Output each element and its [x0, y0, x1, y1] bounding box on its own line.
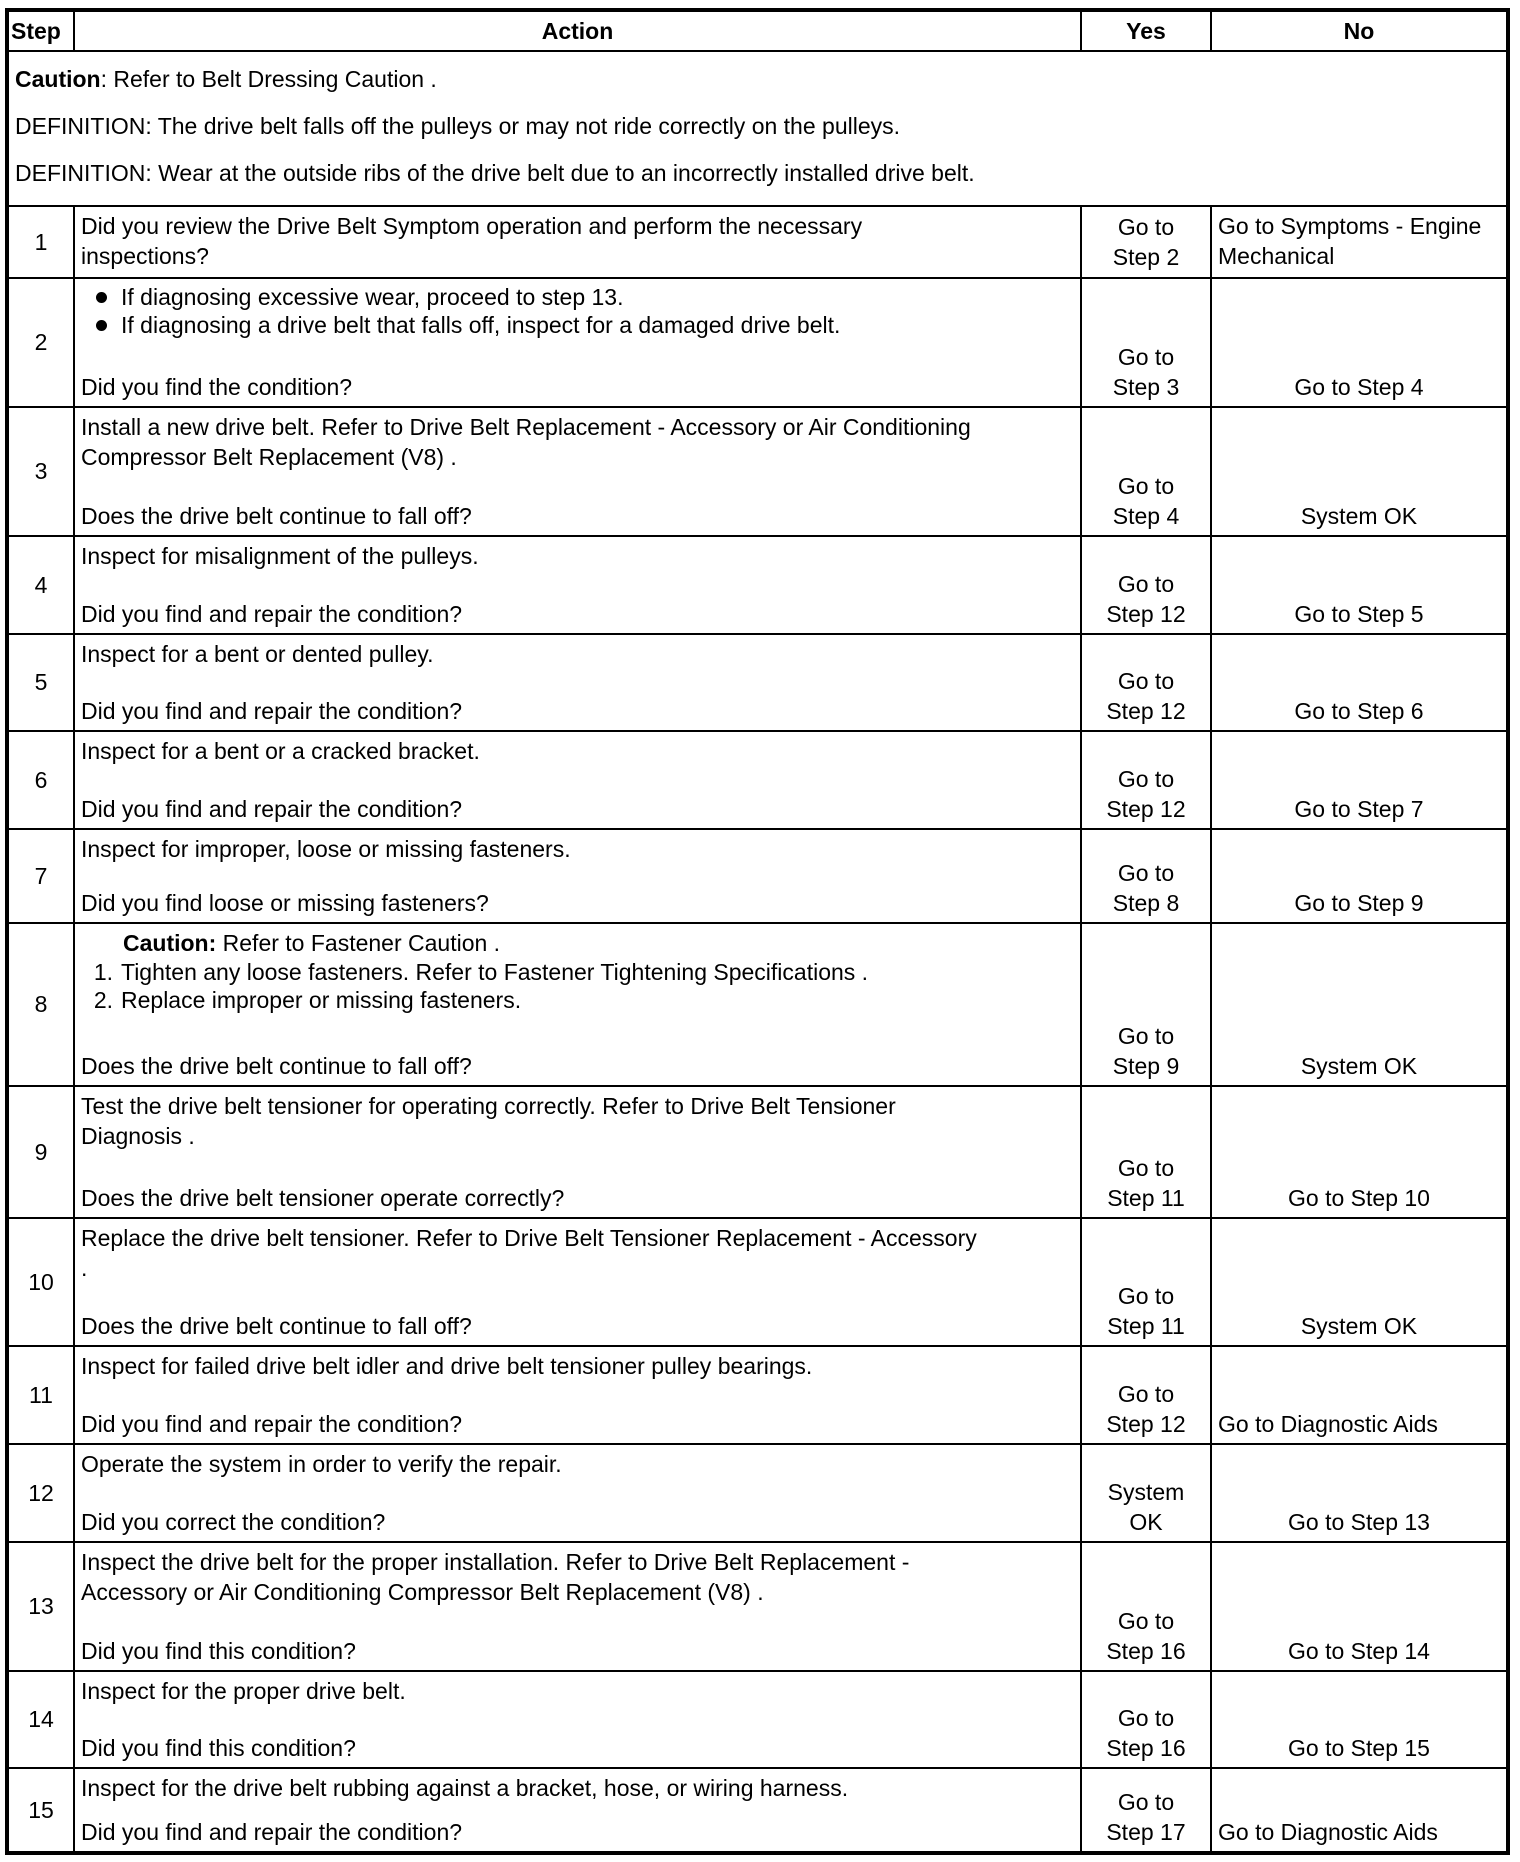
no-line: Go to Step 14 — [1288, 1638, 1430, 1664]
caution-label: Caution: — [123, 930, 217, 956]
action-line: Inspect for a bent or dented pulley. — [81, 641, 434, 667]
table-row-step-10 — [9, 1219, 1506, 1347]
no-cell — [1212, 1347, 1506, 1443]
yes-line: Go to — [1117, 214, 1175, 240]
item-number: 1. — [93, 959, 113, 985]
action-line: Inspect for the proper drive belt. — [81, 1678, 406, 1704]
yes-line: Go to — [1117, 344, 1175, 370]
action-line: Compressor Belt Replacement (V8) . — [81, 444, 457, 470]
yes-line: OK — [1129, 1509, 1163, 1535]
table-row-step-7 — [9, 830, 1506, 924]
question-text: Did you find and repair the condition? — [81, 796, 463, 822]
yes-cell — [1082, 830, 1212, 922]
yes-line: Step 3 — [1112, 374, 1180, 400]
action-line: Inspect for improper, loose or missing fasteners. — [81, 836, 571, 862]
no-cell — [1212, 1219, 1506, 1345]
action-cell — [75, 537, 1082, 633]
no-cell — [1212, 1769, 1506, 1851]
yes-line: Go to — [1117, 1155, 1175, 1181]
step-number: 3 — [9, 408, 75, 535]
yes-cell — [1082, 1672, 1212, 1767]
yes-line: Step 12 — [1106, 698, 1186, 724]
step-number: 12 — [9, 1445, 75, 1541]
step-number: 13 — [9, 1543, 75, 1670]
no-line: Go to Step 6 — [1294, 698, 1424, 724]
bullet-icon — [81, 311, 121, 339]
question-text: Did you find the condition? — [81, 374, 353, 400]
action-cell — [75, 279, 1082, 406]
step-number: 7 — [9, 830, 75, 922]
question-text: Did you find and repair the condition? — [81, 601, 463, 627]
yes-line: Go to — [1117, 860, 1175, 886]
item-number: 2. — [93, 987, 113, 1013]
header-action: Action — [75, 12, 1082, 50]
question-text: Does the drive belt continue to fall off? — [81, 1313, 472, 1339]
no-cell — [1212, 408, 1506, 535]
yes-line: Step 12 — [1106, 601, 1186, 627]
action-cell — [75, 732, 1082, 828]
action-line: Install a new drive belt. Refer to Drive Belt Replacement - Accessory or Air Conditioning — [81, 414, 971, 440]
table-row-step-1 — [9, 207, 1506, 279]
no-line: System OK — [1300, 1313, 1418, 1339]
action-cell — [75, 1087, 1082, 1217]
action-cell — [75, 1445, 1082, 1541]
table-header — [9, 12, 1506, 52]
action-line: Diagnosis . — [81, 1123, 195, 1149]
step-number: 6 — [9, 732, 75, 828]
yes-cell — [1082, 1445, 1212, 1541]
yes-cell — [1082, 1219, 1212, 1345]
yes-line: Go to — [1117, 1023, 1175, 1049]
numbered-item — [81, 958, 1074, 986]
no-line: Go to Step 5 — [1294, 601, 1424, 627]
bullet-item — [81, 283, 1074, 311]
action-line: Inspect for the drive belt rubbing against a bracket, hose, or wiring harness. — [81, 1775, 849, 1801]
no-cell — [1212, 732, 1506, 828]
yes-cell — [1082, 635, 1212, 730]
action-cell — [75, 408, 1082, 535]
yes-line: Go to — [1117, 1705, 1175, 1731]
no-cell — [1212, 1543, 1506, 1670]
caution-text: : Refer to Belt Dressing Caution . — [100, 66, 437, 92]
question-text: Does the drive belt continue to fall off? — [81, 1053, 472, 1079]
action-cell — [75, 830, 1082, 922]
action-line: Replace the drive belt tensioner. Refer to Drive Belt Tensioner Replacement - Accessory — [81, 1225, 977, 1251]
question-text: Does the drive belt tensioner operate correctly? — [81, 1185, 565, 1211]
action-line: Inspect for failed drive belt idler and drive belt tensioner pulley bearings. — [81, 1353, 813, 1379]
action-line: Inspect for misalignment of the pulleys. — [81, 543, 479, 569]
step-number: 14 — [9, 1672, 75, 1767]
item-text: Tighten any loose fasteners. Refer to Fastener Tightening Specifications . — [121, 959, 869, 985]
caution-label: Caution — [15, 66, 101, 92]
table-row-step-13 — [9, 1543, 1506, 1672]
action-cell — [75, 1219, 1082, 1345]
table-row-step-3 — [9, 408, 1506, 537]
no-cell — [1212, 830, 1506, 922]
question-text: Did you find this condition? — [81, 1638, 356, 1664]
bullet-item — [81, 311, 1074, 339]
step-number: 10 — [9, 1219, 75, 1345]
caution-note — [81, 928, 1074, 958]
table-row-step-12 — [9, 1445, 1506, 1543]
step-number: 9 — [9, 1087, 75, 1217]
action-cell — [75, 1347, 1082, 1443]
action-cell — [75, 635, 1082, 730]
yes-line: Step 11 — [1107, 1185, 1185, 1211]
no-line: System OK — [1300, 1053, 1418, 1079]
table-row-step-15 — [9, 1769, 1506, 1851]
no-line: Go to Step 4 — [1294, 374, 1424, 400]
action-cell — [75, 1543, 1082, 1670]
yes-line: Go to — [1117, 668, 1175, 694]
table-row-step-6 — [9, 732, 1506, 830]
yes-line: Step 16 — [1106, 1735, 1186, 1761]
no-line: System OK — [1300, 503, 1418, 529]
yes-cell — [1082, 537, 1212, 633]
yes-line: Go to — [1117, 1608, 1175, 1634]
table-row-step-4 — [9, 537, 1506, 635]
yes-cell — [1082, 279, 1212, 406]
no-line: Go to Step 15 — [1288, 1735, 1430, 1761]
table-row-step-8 — [9, 924, 1506, 1087]
question-text: Did you find loose or missing fasteners? — [81, 890, 489, 916]
action-cell — [75, 924, 1082, 1085]
no-cell — [1212, 1445, 1506, 1541]
action-line: Inspect for a bent or a cracked bracket. — [81, 738, 480, 764]
yes-line: Go to — [1117, 1283, 1175, 1309]
step-number: 1 — [9, 207, 75, 277]
yes-cell — [1082, 207, 1212, 277]
action-cell — [75, 1769, 1082, 1851]
yes-cell — [1082, 732, 1212, 828]
step-number: 11 — [9, 1347, 75, 1443]
step-number: 2 — [9, 279, 75, 406]
header-no: No — [1343, 17, 1375, 44]
numbered-item — [81, 986, 1074, 1014]
definition-2: DEFINITION: Wear at the outside ribs of the drive belt due to an incorrectly installed drive belt. — [15, 160, 975, 186]
bullet-text: If diagnosing excessive wear, proceed to step 13. — [121, 284, 624, 310]
item-text: Replace improper or missing fasteners. — [121, 987, 522, 1013]
yes-cell — [1082, 1087, 1212, 1217]
bullet-text: If diagnosing a drive belt that falls off, inspect for a damaged drive belt. — [121, 312, 841, 338]
no-cell — [1212, 1672, 1506, 1767]
yes-line: Step 4 — [1112, 503, 1180, 529]
yes-line: Go to — [1117, 473, 1175, 499]
no-line: Go to Symptoms - Engine — [1218, 213, 1482, 239]
no-line: Go to Step 13 — [1288, 1509, 1430, 1535]
no-line: Go to Step 10 — [1288, 1185, 1430, 1211]
yes-line: Go to — [1117, 1789, 1175, 1815]
header-step: Step — [9, 12, 75, 50]
step-number: 4 — [9, 537, 75, 633]
no-line: Go to Step 9 — [1294, 890, 1424, 916]
step-number: 8 — [9, 924, 75, 1085]
question-text: Did you find and repair the condition? — [81, 1819, 463, 1845]
action-line: Did you review the Drive Belt Symptom operation and perform the necessary — [81, 213, 863, 239]
yes-line: Step 8 — [1112, 890, 1180, 916]
yes-cell — [1082, 1769, 1212, 1851]
action-line: inspections? — [81, 243, 209, 269]
question-text: Did you find and repair the condition? — [81, 698, 463, 724]
yes-line: Step 16 — [1106, 1638, 1186, 1664]
action-line: Inspect the drive belt for the proper installation. Refer to Drive Belt Replacement - — [81, 1549, 910, 1575]
yes-line: Step 12 — [1106, 796, 1186, 822]
table-row-step-2 — [9, 279, 1506, 408]
no-line: Go to Diagnostic Aids — [1218, 1819, 1438, 1845]
yes-line: System — [1107, 1479, 1185, 1505]
bullet-icon — [81, 283, 121, 311]
step-number: 15 — [9, 1769, 75, 1851]
action-line: Operate the system in order to verify the repair. — [81, 1451, 562, 1477]
no-line: Mechanical — [1218, 243, 1335, 269]
yes-line: Step 12 — [1106, 1411, 1186, 1437]
yes-cell — [1082, 1543, 1212, 1670]
table-row-step-11 — [9, 1347, 1506, 1445]
question-text: Does the drive belt continue to fall off? — [81, 503, 472, 529]
yes-cell — [1082, 408, 1212, 535]
yes-line: Go to — [1117, 571, 1175, 597]
yes-line: Step 17 — [1106, 1819, 1186, 1845]
question-text: Did you correct the condition? — [81, 1509, 386, 1535]
action-line: . — [81, 1255, 88, 1281]
no-cell — [1212, 537, 1506, 633]
no-line: Go to Step 7 — [1294, 796, 1424, 822]
question-text: Did you find this condition? — [81, 1735, 356, 1761]
caution-note — [15, 56, 1500, 103]
notes-block — [9, 52, 1506, 207]
table-row-step-9 — [9, 1087, 1506, 1219]
yes-line: Step 2 — [1112, 244, 1180, 270]
yes-line: Step 9 — [1112, 1053, 1180, 1079]
no-cell — [1212, 1087, 1506, 1217]
table-row-step-14 — [9, 1672, 1506, 1769]
no-cell — [1212, 635, 1506, 730]
yes-line: Go to — [1117, 1381, 1175, 1407]
no-cell — [1212, 279, 1506, 406]
question-text: Did you find and repair the condition? — [81, 1411, 463, 1437]
yes-cell — [1082, 1347, 1212, 1443]
action-cell — [75, 1672, 1082, 1767]
action-line: Test the drive belt tensioner for operating correctly. Refer to Drive Belt Tensioner — [81, 1093, 896, 1119]
header-yes: Yes — [1082, 12, 1212, 50]
step-number: 5 — [9, 635, 75, 730]
diagnostic-table — [5, 8, 1510, 1855]
action-line: Accessory or Air Conditioning Compressor Belt Replacement (V8) . — [81, 1579, 764, 1605]
yes-line: Step 11 — [1107, 1313, 1185, 1339]
table-row-step-5 — [9, 635, 1506, 732]
no-cell — [1212, 924, 1506, 1085]
definition-1: DEFINITION: The drive belt falls off the pulleys or may not ride correctly on the pulleys. — [15, 113, 901, 139]
no-cell — [1212, 207, 1506, 277]
caution-text: Refer to Fastener Caution . — [216, 930, 501, 956]
action-cell — [75, 207, 1082, 277]
yes-line: Go to — [1117, 766, 1175, 792]
yes-cell — [1082, 924, 1212, 1085]
no-line: Go to Diagnostic Aids — [1218, 1411, 1438, 1437]
